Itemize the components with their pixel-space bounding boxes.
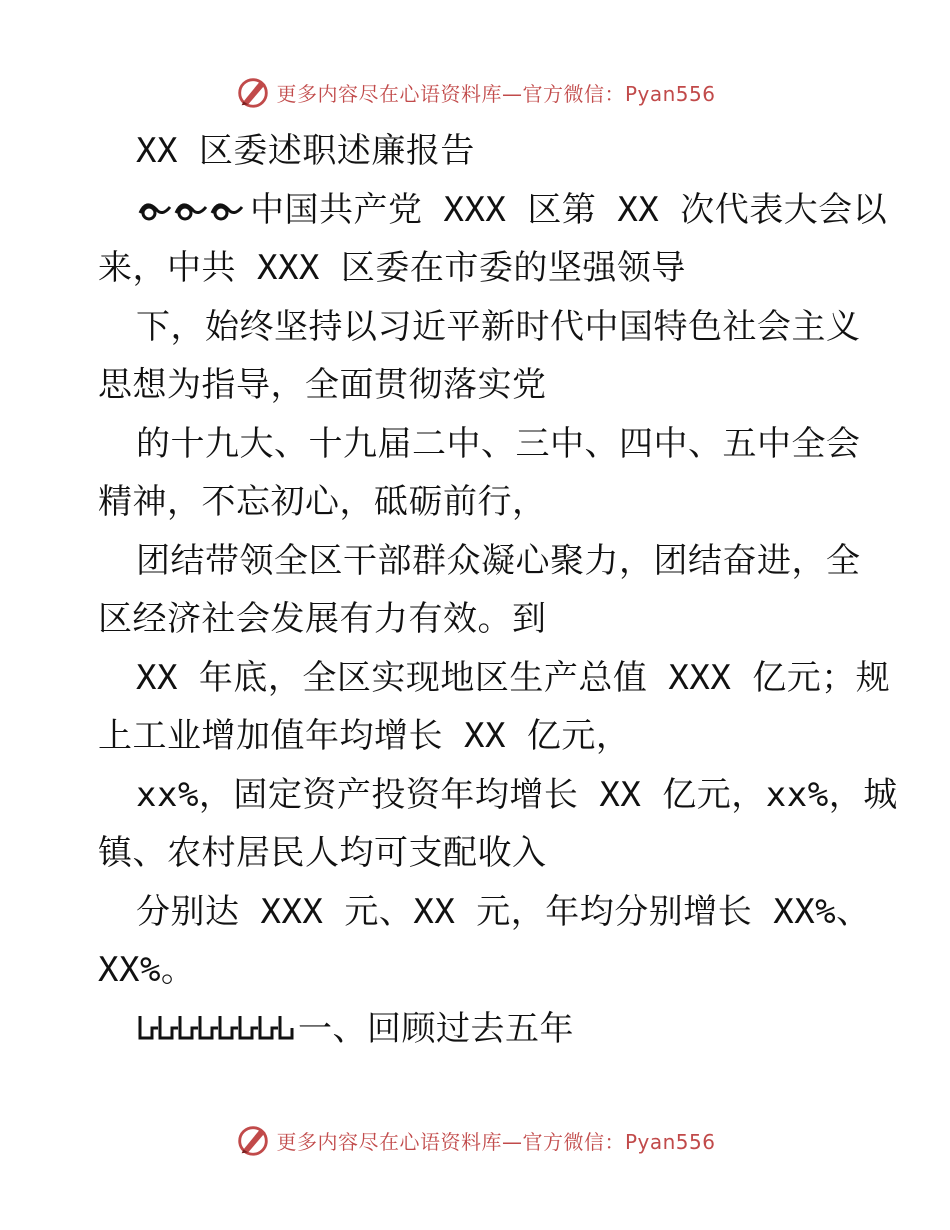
watermark-text: 更多内容尽在心语资料库—官方微信：Pyan556 xyxy=(276,81,716,106)
paragraph-text: 中国共产党 XXX 区第 XX 次代表大会以 xyxy=(250,189,888,230)
header-watermark xyxy=(0,70,950,114)
paragraph-line: 区经济社会发展有力有效。到 xyxy=(98,599,547,639)
pen-logo-icon xyxy=(234,1121,272,1159)
section-heading-line xyxy=(98,1000,858,1059)
document-title: XX 区委述职述廉报告 xyxy=(136,131,475,171)
footer-watermark xyxy=(0,1118,950,1162)
document-body xyxy=(98,122,898,1058)
paragraph-line: 上工业增加值年均增长 XX 亿元， xyxy=(98,716,631,756)
paragraph-line: 来，中共 XXX 区委在市委的坚强领导 xyxy=(98,248,686,288)
glyph-artifact-icon xyxy=(136,1010,298,1044)
paragraph-line: xx%，固定资产投资年均增长 XX 亿元，xx%，城 xyxy=(136,774,898,815)
paragraph-line: 镇、农村居民人均可支配收入 xyxy=(98,833,547,873)
paragraph-line: 团结带领全区干部群众凝心聚力，团结奋进，全 xyxy=(136,540,861,581)
paragraph-line: 的十九大、十九届二中、三中、四中、五中全会 xyxy=(136,423,861,464)
ornament-icon xyxy=(136,191,250,225)
paragraph-line: 分别达 XXX 元、XX 元，年均分别增长 XX%、 xyxy=(136,891,871,932)
paragraph-line: 下，始终坚持以习近平新时代中国特色社会主义 xyxy=(136,306,861,347)
paragraph-line xyxy=(98,181,888,240)
paragraph-line: 精神，不忘初心，砥砺前行， xyxy=(98,482,547,522)
section-heading: 一、回顾过去五年 xyxy=(298,1008,574,1049)
paragraph-line: 思想为指导，全面贯彻落实党 xyxy=(98,365,547,405)
watermark-text: 更多内容尽在心语资料库—官方微信：Pyan556 xyxy=(276,1129,716,1154)
pen-logo-icon xyxy=(234,73,272,111)
paragraph-line: XX%。 xyxy=(98,950,196,990)
paragraph-line: XX 年底，全区实现地区生产总值 XXX 亿元；规 xyxy=(136,657,891,698)
